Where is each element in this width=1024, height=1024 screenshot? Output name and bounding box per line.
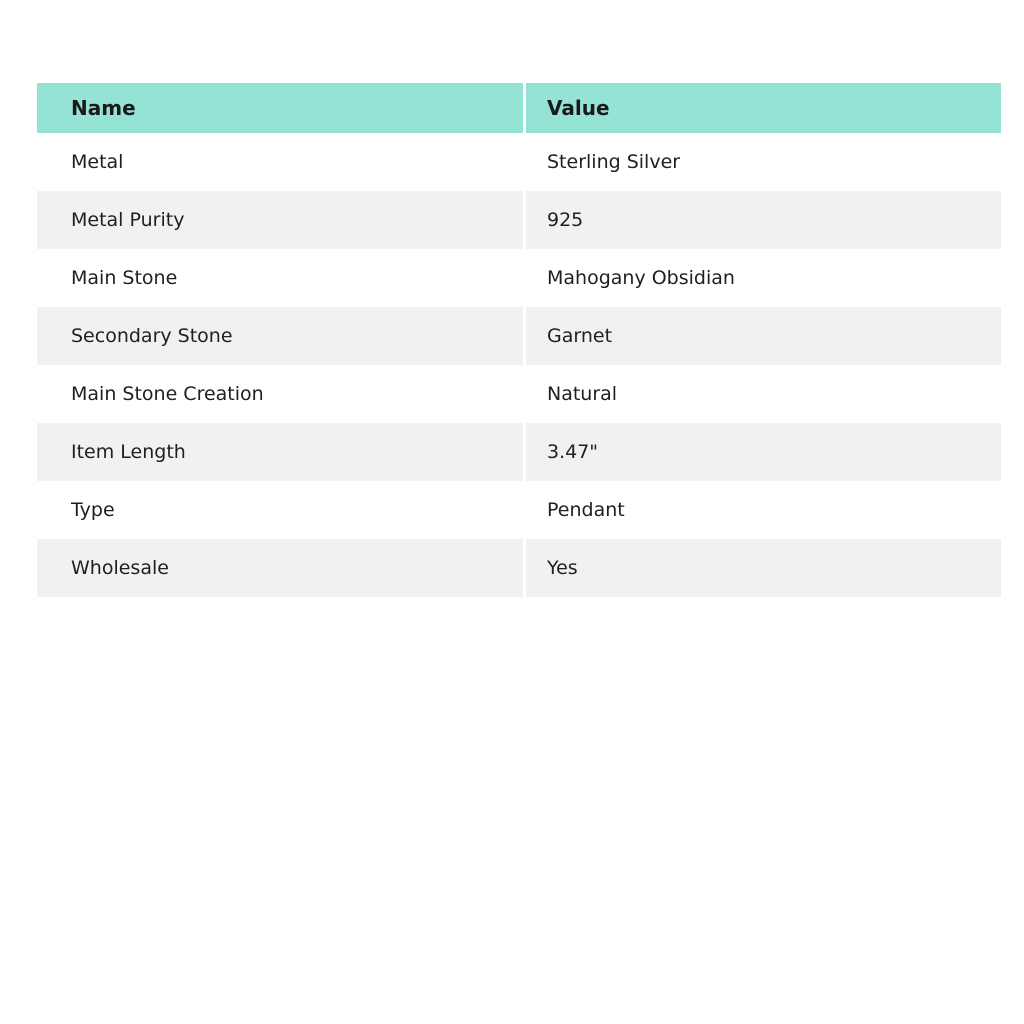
table-row [37,365,1001,423]
attribute-value-cell: Natural [526,365,1001,423]
table-row [37,539,1001,597]
attribute-value-cell: Yes [526,539,1001,597]
attribute-name-cell: Metal Purity [37,191,523,249]
table-row [37,191,1001,249]
table-body [37,133,1001,597]
product-spec-table [37,83,1001,597]
attribute-name-cell: Secondary Stone [37,307,523,365]
table-row [37,307,1001,365]
attribute-name-cell: Metal [37,133,523,191]
attribute-value-cell: Sterling Silver [526,133,1001,191]
table-header-row [37,83,1001,133]
attribute-name-cell: Main Stone Creation [37,365,523,423]
attribute-name-cell: Wholesale [37,539,523,597]
table-row [37,133,1001,191]
column-header-value: Value [526,83,1001,133]
table-row [37,249,1001,307]
attribute-name-cell: Item Length [37,423,523,481]
attribute-value-cell: 925 [526,191,1001,249]
attribute-value-cell: Pendant [526,481,1001,539]
column-header-name: Name [37,83,523,133]
table-row [37,423,1001,481]
attribute-name-cell: Main Stone [37,249,523,307]
attribute-value-cell: Garnet [526,307,1001,365]
table-row [37,481,1001,539]
attribute-value-cell: 3.47" [526,423,1001,481]
attribute-name-cell: Type [37,481,523,539]
attribute-value-cell: Mahogany Obsidian [526,249,1001,307]
